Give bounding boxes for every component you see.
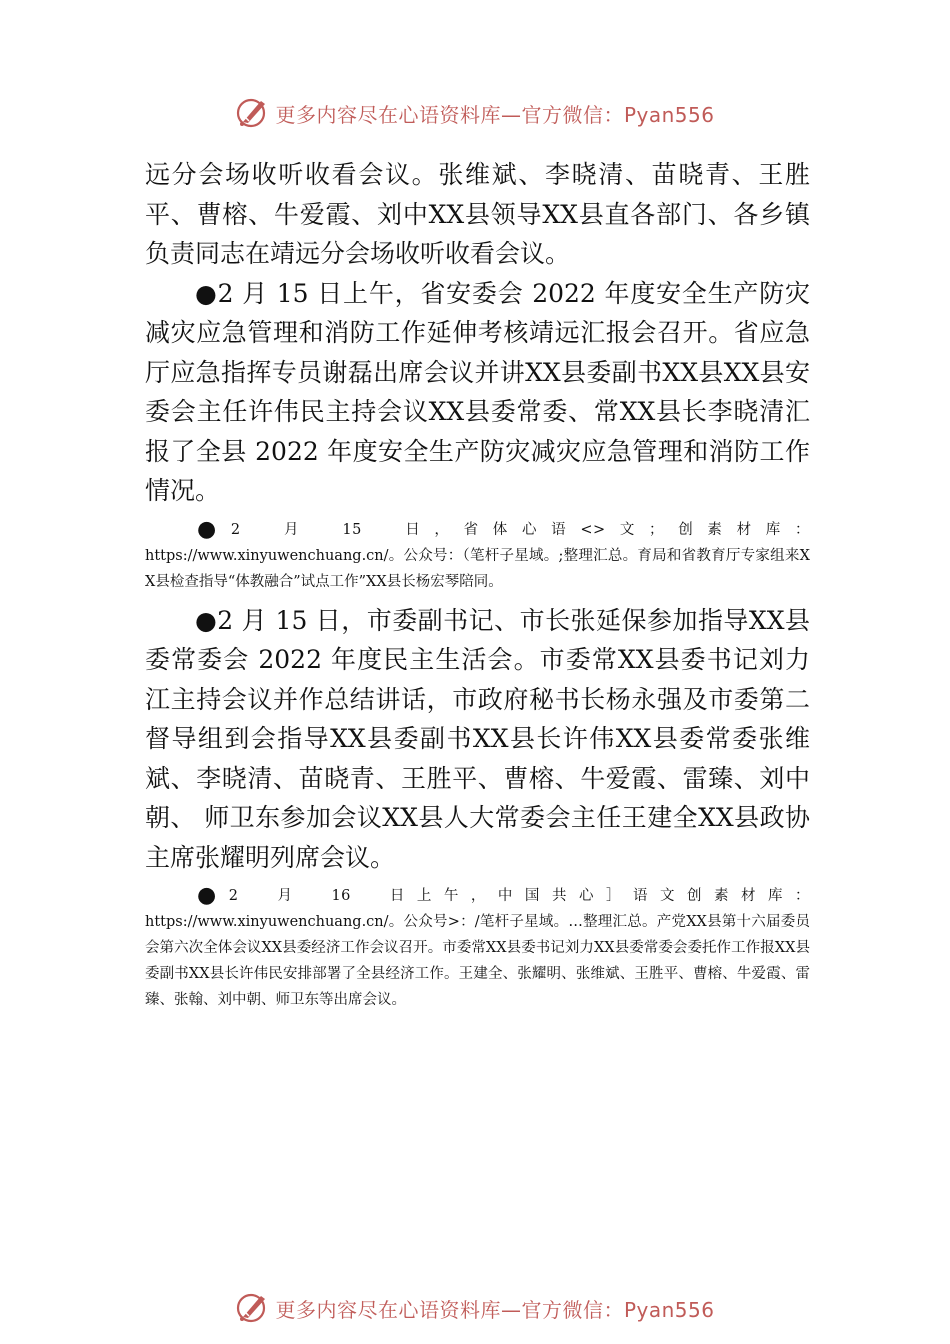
small-paragraph-1 <box>145 517 810 595</box>
small-paragraph-2-text: https://www.xinyuwenchuang.cn/。公众号>：/笔杆子星域。…整理汇总。产党XX县第十六届委员会第六次全体会议XX县委经济工作会议召开。市委常XX县委书记刘力XX县委常委会委托作工作报XX县委副书XX县长许伟民安排部署了全县经济工作。王建全、张耀明、张维斌、王胜平、曹榕、牛爱霞、雷臻、张翰、刘中朝、师卫东等出席会议。 <box>145 914 810 1008</box>
small-paragraph-2-lead <box>145 883 810 909</box>
paragraph-3-text: 2 月 15 日，市委副书记、市长张延保参加指导XX县委常委会 2022 年度民主生活会。市委常XX县委书记刘力江主持会议并作总结讲话，市政府秘书长杨永强及市委第二督导组到会指导XX县委副书XX县长许伟XX县委常委张维斌、李晓清、苗晓青、王胜平、曹榕、牛爱霞、雷臻、刘中朝、 师卫东参加会议XX县人大常委会主任王建全XX县政协主席张耀明列席会议。 <box>145 605 810 872</box>
small-paragraph-2-lead-text: 2 月 16 日上午，中国共心］语文创素材库： <box>228 888 810 904</box>
bullet-icon: ● <box>197 883 229 908</box>
footer-banner <box>0 1288 950 1328</box>
bullet-icon: ● <box>195 278 218 308</box>
paragraph-2-text: 2 月 15 日上午，省安委会 2022 年度安全生产防灾减灾应急管理和消防工作延伸考核靖远汇报会召开。省应急厅应急指挥专员谢磊出席会议并讲XX县委副书XX县XX县安委会主任许伟民主持会议XX县委常委、常XX县长李晓清汇报了全县 2022 年度安全生产防灾减灾应急管理和消防工作情况。 <box>145 278 810 505</box>
small-paragraph-1-lead <box>145 517 810 543</box>
footer-banner-text: 更多内容尽在心语资料库—官方微信：Pyan556 <box>275 1297 715 1322</box>
small-paragraph-1-lead-text: 2 月 15 日，省体心语<>文；创素材库： <box>230 521 810 538</box>
quill-pen-logo-icon <box>235 1290 271 1326</box>
paragraph-3 <box>145 601 810 878</box>
bullet-icon: ● <box>195 605 218 635</box>
paragraph-2 <box>145 274 810 511</box>
quill-pen-logo-icon <box>235 95 271 131</box>
document-body <box>145 155 810 1019</box>
header-banner <box>0 93 950 133</box>
paragraph-1: 远分会场收听收看会议。张维斌、李晓清、苗晓青、王胜平、曹榕、牛爱霞、刘中XX县领导XX县直各部门、各乡镇负责同志在靖远分会场收听收看会议。 <box>145 160 810 268</box>
small-paragraph-2 <box>145 883 810 1013</box>
header-banner-text: 更多内容尽在心语资料库—官方微信：Pyan556 <box>275 102 715 127</box>
small-paragraph-1-text: https://www.xinyuwenchuang.cn/。公众号：（笔杆子星域。;整理汇总。育局和省教育厅专家组来XX县检查指导“体教融合”试点工作”XX县长杨宏琴陪同。 <box>145 547 810 590</box>
bullet-icon: ● <box>197 516 231 542</box>
